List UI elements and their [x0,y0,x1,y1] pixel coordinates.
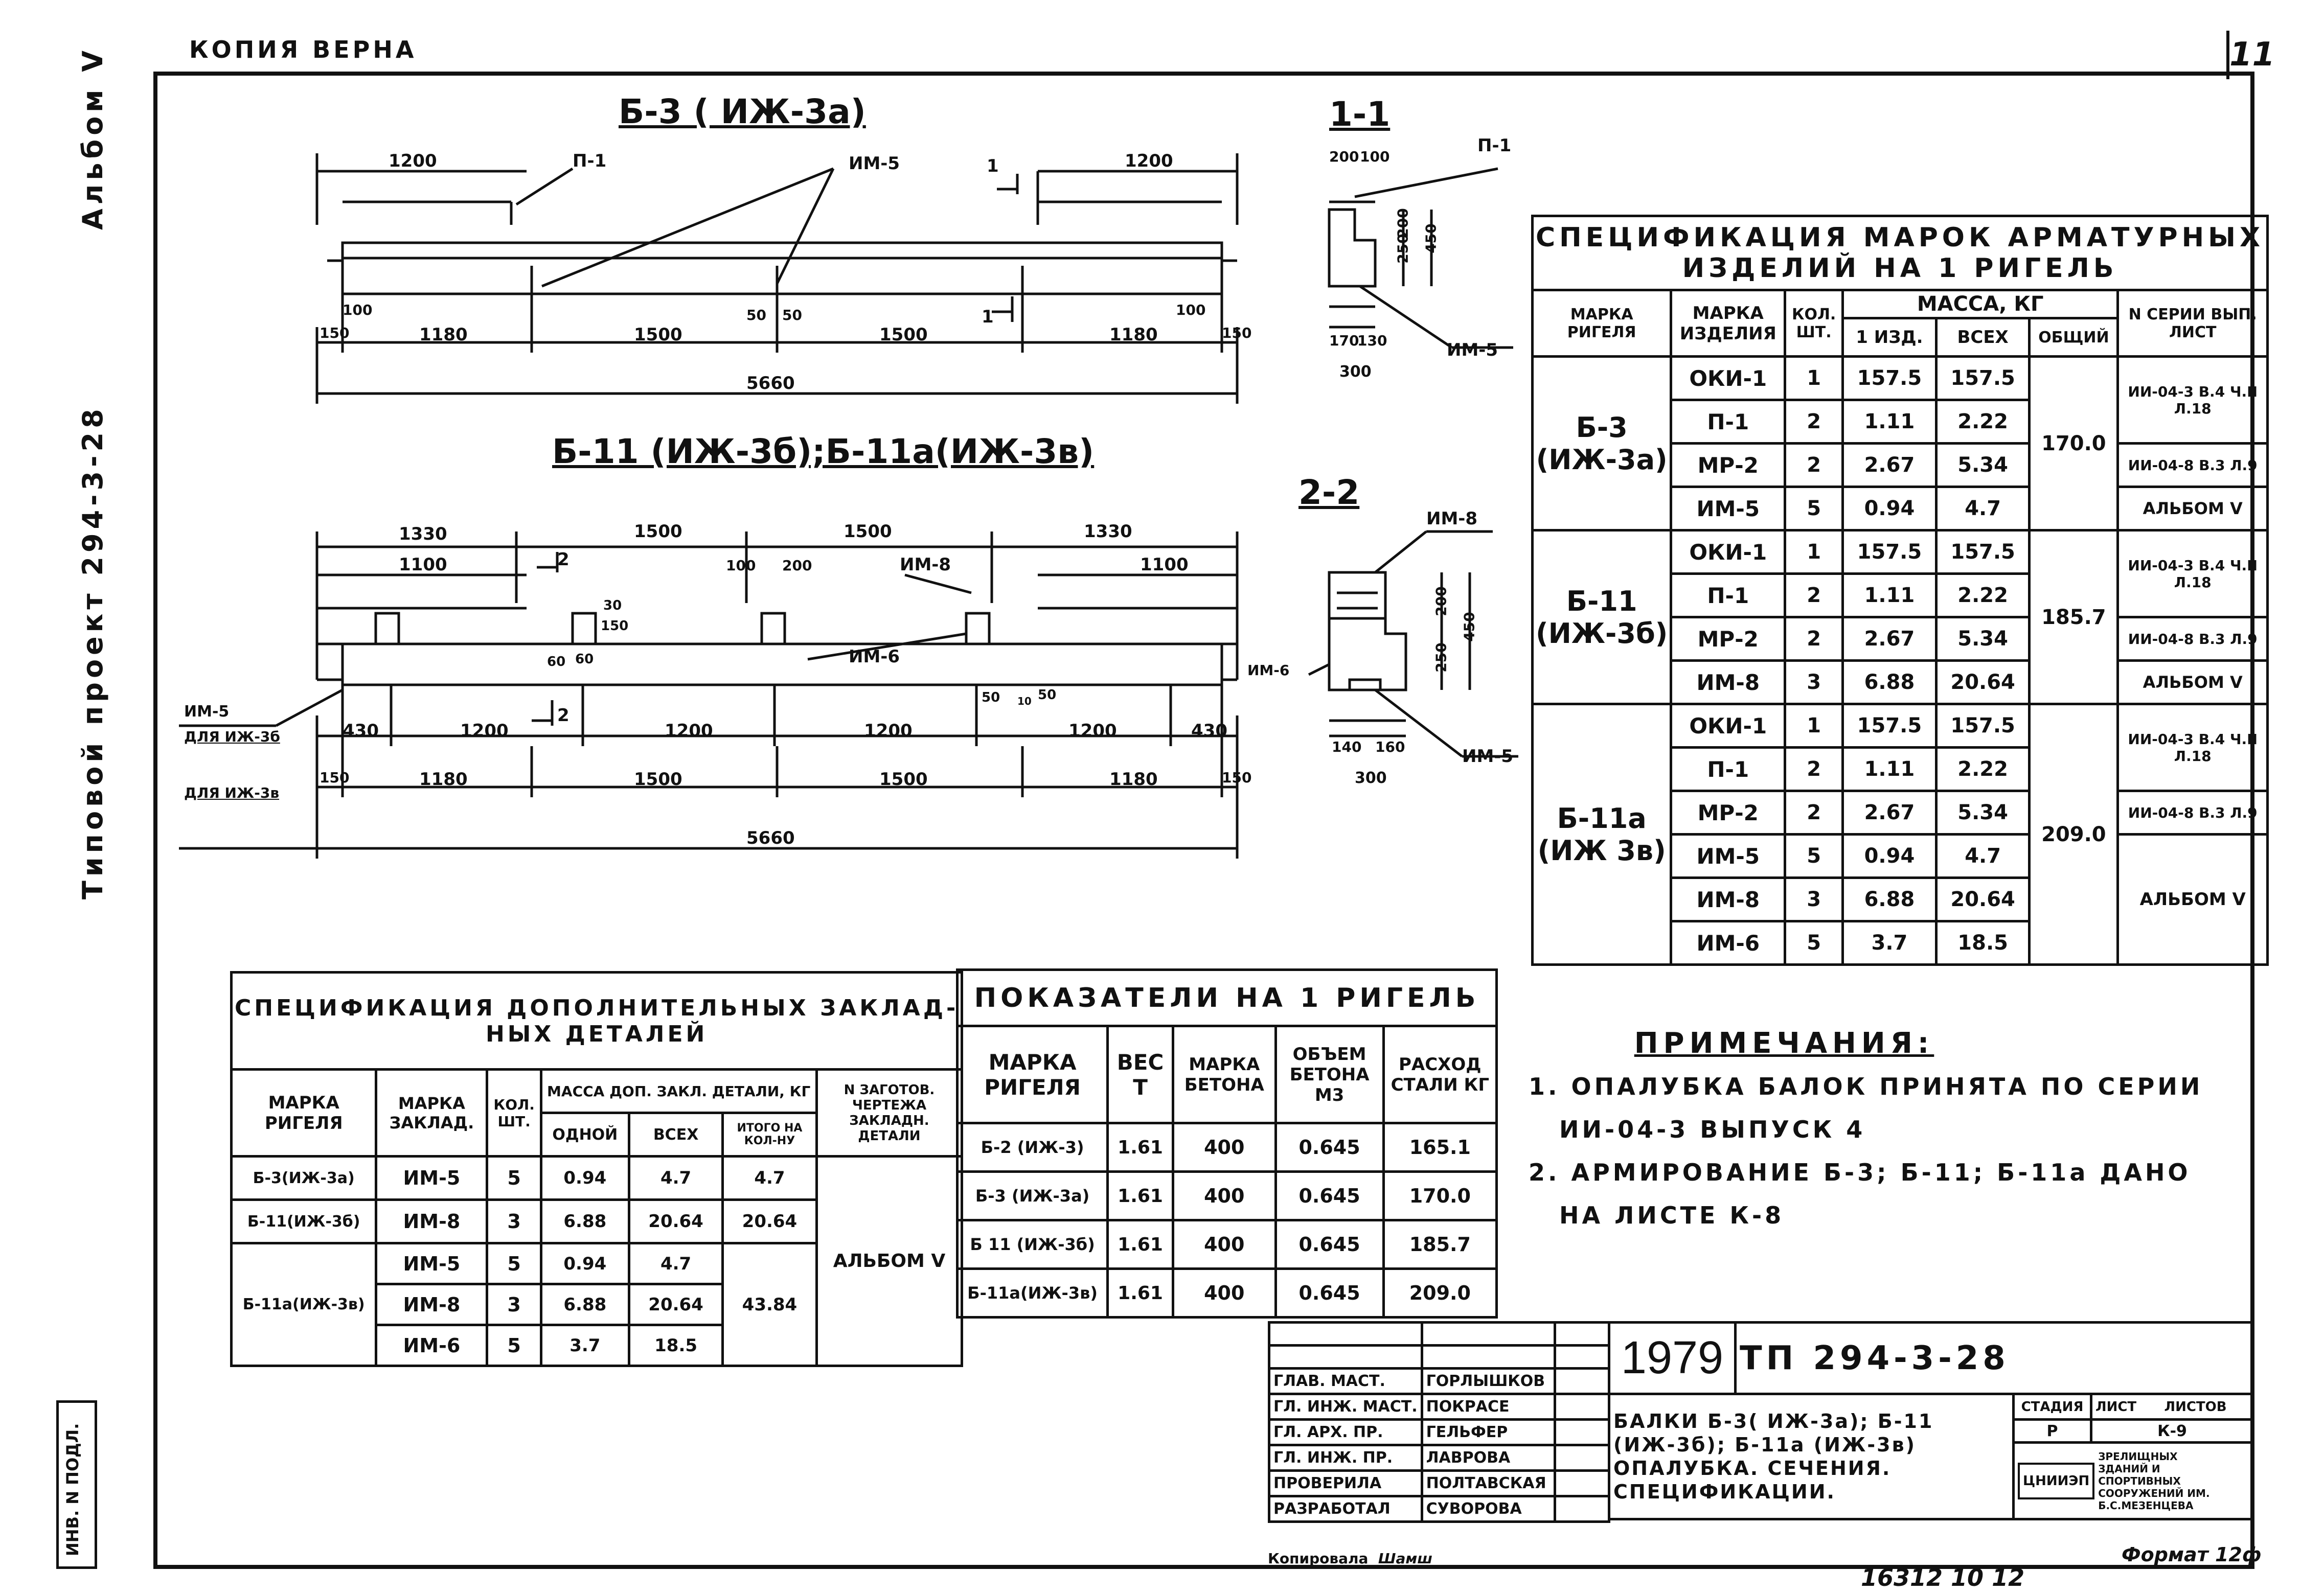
ind-cell: Б-3 (ИЖ-3а) [958,1172,1108,1220]
spec-main-cell: 4.7 [1936,835,2030,878]
stamp-name: ЛАВРОВА [1422,1445,1555,1471]
d2-dim-t4: 1330 [1084,521,1132,542]
d2-dim-m2: 1200 [460,721,509,741]
ind-cell: Б-2 (ИЖ-3) [958,1123,1108,1172]
stamp-role: ГЛ. АРХ. ПР. [1269,1420,1422,1445]
spec-main-h-series: N СЕРИИ ВЫП. ЛИСТ [2118,290,2268,357]
spec-main-cell: 3.7 [1843,921,1936,965]
d1-dim-b5: 1180 [1109,325,1158,345]
spec-main-cell: 3 [1785,661,1843,704]
ind-cell: 0.645 [1275,1269,1383,1318]
signature [1555,1369,1609,1394]
s1-dim-7: 130 [1357,332,1387,349]
ind-h-weight: ВЕС Т [1108,1026,1173,1123]
footer-number: 16312 10 12 [1861,1564,2025,1591]
d1-dim-small-1: 100 [343,302,373,318]
d1-dim-b3: 1500 [634,325,682,345]
spec-add-cell: ИМ-5 [376,1243,487,1284]
note-line: НА ЛИСТЕ К-8 [1559,1202,1785,1229]
d2-dim-b2: 1180 [419,769,468,790]
d1-dim-small-4: 100 [1176,302,1206,318]
spec-main-cell: 2 [1785,444,1843,487]
section-1-1 [1329,169,1513,348]
spec-main-cell: 2.22 [1936,400,2030,444]
spec-additional-table [230,971,963,1367]
d2-label-im8: ИМ-8 [900,555,951,575]
spec-main-h-mass: МАССА, КГ [1843,290,2118,318]
spec-add-h-one: ОДНОЙ [541,1113,629,1157]
spec-main-total: 185.7 [2030,530,2118,704]
s2-dim-1: 200 [1432,586,1450,616]
d2-dim-t2-4: 1100 [1140,555,1189,575]
stamp-name: ГЕЛЬФЕР [1422,1420,1555,1445]
spec-main-cell: 20.64 [1936,878,2030,921]
spec-main-cell: 2.22 [1936,574,2030,617]
spec-main-h-rigel: МАРКА РИГЕЛЯ [1533,290,1671,357]
spec-add-cell: 43.84 [723,1243,816,1366]
ind-cell: 0.645 [1275,1172,1383,1220]
stamp-year: 1979 [1609,1323,1736,1394]
indicators-table [956,968,1498,1319]
d2-dim-s7: 10 [1017,695,1032,707]
spec-main-cell: 1.11 [1843,400,1936,444]
section-2-2 [1309,532,1518,756]
spec-main-cell: ОКИ-1 [1671,530,1785,574]
ind-cell: 1.61 [1108,1220,1173,1269]
spec-main-rigel: Б-11 (ИЖ-3б) [1533,530,1671,704]
d2-dim-t2-2: 100 [726,557,756,574]
d1-cut-label-bottom: 1 [982,307,994,327]
d2-dim-total: 5660 [746,828,795,848]
spec-add-cell: 3 [487,1284,541,1325]
spec-main-rigel: Б-11а (ИЖ 3в) [1533,704,1671,965]
d1-dim-b4: 1500 [879,325,928,345]
spec-add-h-rigel: МАРКА РИГЕЛЯ [232,1070,376,1157]
stamp-role: ГЛАВ. МАСТ. [1269,1369,1422,1394]
d2-dim-b6: 150 [1222,769,1252,786]
ind-cell: Б 11 (ИЖ-3б) [958,1220,1108,1269]
section-2-2-label: 2-2 [1298,473,1360,512]
spec-main-cell: МР-2 [1671,444,1785,487]
spec-add-cell: 18.5 [629,1325,722,1366]
spec-main-cell: 6.88 [1843,661,1936,704]
spec-main-table [1531,215,2269,966]
ind-cell: 400 [1173,1123,1275,1172]
note-line: 2. АРМИРОВАНИЕ Б-3; Б-11; Б-11а ДАНО [1529,1159,2191,1186]
beam-b11-body [343,644,1222,685]
spec-main-total: 209.0 [2030,704,2118,965]
d1-dim-small-2: 50 [746,307,766,324]
spec-main-cell: 5.34 [1936,617,2030,661]
indicators-title: ПОКАЗАТЕЛИ НА 1 РИГЕЛЬ [958,970,1497,1026]
stamp-role: ГЛ. ИНЖ. ПР. [1269,1445,1422,1471]
spec-main-cell: 157.5 [1936,530,2030,574]
s1-dim-6: 170 [1329,332,1359,349]
spec-main-cell: 18.5 [1936,921,2030,965]
spec-add-cell: 4.7 [629,1157,722,1200]
spec-main-h-all: ВСЕХ [1936,318,2030,357]
ind-cell: 1.61 [1108,1123,1173,1172]
ind-h-steel: РАСХОД СТАЛИ КГ [1383,1026,1496,1123]
ind-cell: 0.645 [1275,1123,1383,1172]
d2-dim-s4: 60 [575,652,594,667]
stamp-stage-label: СТАДИЯ [2014,1394,2091,1420]
d1-cut-label-top: 1 [987,156,999,176]
s2-dim-2: 250 [1432,642,1450,673]
stamp-name: ГОРЛЫШКОВ [1422,1369,1555,1394]
beam-b3-body [343,243,1222,294]
d2-label-for3v: ДЛЯ ИЖ-3в [184,784,280,801]
spec-add-cell: 4.7 [723,1157,816,1200]
footer-format: Формат 12ф [2122,1543,2262,1566]
d2-dim-b5: 1180 [1109,769,1158,790]
s2-dim-4: 140 [1332,738,1362,755]
ind-h-mark: МАРКА РИГЕЛЯ [958,1026,1108,1123]
stamp-signatures [1268,1321,1610,1523]
s1-dim-1: 200 [1329,148,1359,165]
s2-label-im6: ИМ-6 [1247,662,1290,679]
d2-dim-t2-3: 200 [782,557,812,574]
ind-cell: 170.0 [1383,1172,1496,1220]
s1-dim-4: 200 [1394,208,1411,238]
d2-dim-m4: 1200 [864,721,913,741]
d2-dim-b4: 1500 [879,769,928,790]
spec-main-cell: 5 [1785,835,1843,878]
section-1-1-label: 1-1 [1329,95,1391,134]
d1-dim-small-3: 50 [782,307,802,324]
spec-main-cell: 5.34 [1936,791,2030,835]
album-side-label: Альбом V [77,46,109,230]
spec-main-cell: 157.5 [1936,357,2030,400]
notes [1529,1022,2203,1237]
stamp-role: РАЗРАБОТАЛ [1269,1496,1422,1522]
project-side-label: Типовой проект 294-3-28 [77,405,109,899]
drawing2-title: Б-11 (ИЖ-3б);Б-11а(ИЖ-3в) [552,432,1095,471]
s2-dim-3: 450 [1461,612,1478,642]
spec-main-h-item: МАРКА ИЗДЕЛИЯ [1671,290,1785,357]
spec-add-drawing-ref: АЛЬБОМ V [816,1157,962,1366]
spec-add-cell: 4.7 [629,1243,722,1284]
d2-label-for3b: ДЛЯ ИЖ-3б [184,728,280,745]
spec-main-cell: 2.67 [1843,791,1936,835]
d1-label-im5: ИМ-5 [849,153,900,174]
signature [1555,1394,1609,1420]
spec-add-h-qty: КОЛ. ШТ. [487,1070,541,1157]
spec-main-cell: П-1 [1671,574,1785,617]
spec-main-cell: 2 [1785,400,1843,444]
d2-dim-s2: 150 [601,618,629,634]
ind-cell: 400 [1173,1269,1275,1318]
stamp-stage: Р [2014,1420,2091,1443]
ind-cell: 1.61 [1108,1269,1173,1318]
ind-cell: 165.1 [1383,1123,1496,1172]
note-line: ИИ-04-3 ВЫПУСК 4 [1559,1116,1866,1143]
spec-main-cell: 157.5 [1843,530,1936,574]
d2-dim-t2-1: 1100 [399,555,447,575]
inventory-label: ИНВ. N ПОДЛ. [63,1423,82,1556]
spec-main-cell: 1 [1785,530,1843,574]
beam-b11-elevation [179,532,1237,859]
stamp-role: ПРОВЕРИЛА [1269,1471,1422,1496]
d2-dim-b1: 150 [320,769,350,786]
spec-add-cell: 20.64 [723,1200,816,1243]
d2-label-im5: ИМ-5 [184,703,230,721]
spec-main-cell: 2 [1785,748,1843,791]
signature [1555,1496,1609,1522]
signature [1555,1420,1609,1445]
d2-dim-t1: 1330 [399,524,447,544]
s1-label-im5: ИМ-5 [1447,340,1498,360]
ind-cell: 0.645 [1275,1220,1383,1269]
d1-dim-b1: 150 [320,325,350,341]
spec-main-cell: 2 [1785,617,1843,661]
spec-main-series: ИИ-04-8 В.3 Л.9 [2118,791,2268,835]
spec-main-cell: 4.7 [1936,487,2030,530]
d2-dim-m3: 1200 [665,721,713,741]
d1-dim-b2: 1180 [419,325,468,345]
spec-main-cell: 1 [1785,357,1843,400]
spec-main-title: СПЕЦИФИКАЦИЯ МАРОК АРМАТУРНЫХ ИЗДЕЛИЙ НА 1 РИГЕЛЬ [1533,216,2268,290]
spec-main-cell: ОКИ-1 [1671,357,1785,400]
signature [1555,1445,1609,1471]
spec-main-total: 170.0 [2030,357,2118,530]
spec-main-cell: ИМ-5 [1671,835,1785,878]
d2-dim-m1: 430 [343,721,379,741]
ind-cell: 185.7 [1383,1220,1496,1269]
spec-main-cell: 1.11 [1843,574,1936,617]
d2-cut-label-top: 2 [557,549,569,570]
spec-add-h-all: ВСЕХ [629,1113,722,1157]
spec-main-cell: 2 [1785,791,1843,835]
spec-main-cell: 2.67 [1843,617,1936,661]
spec-main-h-qty: КОЛ. ШТ. [1785,290,1843,357]
spec-add-cell: 0.94 [541,1157,629,1200]
stamp-code: ТП 294-3-28 [1736,1323,2253,1394]
s1-dim-3: 250 [1394,234,1411,264]
spec-add-cell: 3.7 [541,1325,629,1366]
s1-dim-2: 100 [1360,148,1390,165]
spec-add-cell: ИМ-8 [376,1284,487,1325]
d2-dim-s3: 60 [547,654,566,669]
spec-main-series: ИИ-04-3 В.4 Ч.II Л.18 [2118,357,2268,444]
spec-add-cell: ИМ-8 [376,1200,487,1243]
d2-dim-s5: 50 [982,690,1000,705]
spec-main-cell: 20.64 [1936,661,2030,704]
spec-main-cell: П-1 [1671,748,1785,791]
d2-cut-label-bottom: 2 [557,705,569,726]
title-block [1268,1321,2254,1569]
spec-add-cell: ИМ-5 [376,1157,487,1200]
stamp-name: ПОКРАСЕ [1422,1394,1555,1420]
drawing1-title: Б-3 ( ИЖ-3а) [619,92,866,131]
spec-main-cell: МР-2 [1671,617,1785,661]
spec-add-cell: 20.64 [629,1200,722,1243]
d2-dim-s6: 50 [1038,687,1057,703]
ind-h-concrete: МАРКА БЕТОНА [1173,1026,1275,1123]
spec-main-h-total: ОБЩИЙ [2030,318,2118,357]
spec-main-series: ИИ-04-8 В.3 Л.9 [2118,617,2268,661]
d2-label-im6: ИМ-6 [849,646,900,667]
spec-add-cell: 5 [487,1243,541,1284]
stamp-name: ПОЛТАВСКАЯ [1422,1471,1555,1496]
spec-add-cell: 0.94 [541,1243,629,1284]
spec-main-cell: 157.5 [1936,704,2030,748]
note-line: 1. ОПАЛУБКА БАЛОК ПРИНЯТА ПО СЕРИИ [1529,1073,2203,1100]
copy-note: КОПИЯ ВЕРНА [189,36,417,63]
spec-add-h-itogo: ИТОГО НА КОЛ-НУ [723,1113,816,1157]
spec-main-cell: 5.34 [1936,444,2030,487]
s1-dim-5: 450 [1422,223,1440,253]
d1-dim-top-right: 1200 [1125,151,1173,171]
spec-main-cell: 1.11 [1843,748,1936,791]
spec-add-h-drawing: N ЗАГОТОВ. ЧЕРТЕЖА ЗАКЛАДН. ДЕТАЛИ [816,1070,962,1157]
spec-main-cell: 1 [1785,704,1843,748]
spec-main-cell: 0.94 [1843,487,1936,530]
spec-add-cell: 5 [487,1157,541,1200]
stamp-org: ЦНИИЭП ЗРЕЛИЩНЫХ ЗДАНИЙ И СПОРТИВНЫХ СООРУЖЕНИЙ ИМ. Б.С.МЕЗЕНЦЕВА [2014,1443,2253,1519]
ind-h-volume: ОБЪЕМ БЕТОНА М3 [1275,1026,1383,1123]
spec-main-cell: 157.5 [1843,357,1936,400]
notes-heading: ПРИМЕЧАНИЯ: [1634,1027,1934,1060]
stamp-sheet-labels: ЛИСТ ЛИСТОВ [2091,1394,2253,1420]
stamp-title: БАЛКИ Б-3( ИЖ-3а); Б-11 (ИЖ-3б); Б-11а (ИЖ-3в) ОПАЛУБКА. СЕЧЕНИЯ. СПЕЦИФИКАЦИИ. [1609,1394,2014,1519]
spec-main-series: ИИ-04-3 В.4 Ч.II Л.18 [2118,704,2268,791]
stamp-name: СУВОРОВА [1422,1496,1555,1522]
spec-add-cell: Б-11(ИЖ-3б) [232,1200,376,1243]
spec-add-cell: 3 [487,1200,541,1243]
beam-b3-elevation [317,153,1237,404]
d2-dim-b3: 1500 [634,769,682,790]
spec-add-cell: 6.88 [541,1200,629,1243]
d2-dim-s1: 30 [603,598,622,613]
spec-add-title: СПЕЦИФИКАЦИЯ ДОПОЛНИТЕЛЬНЫХ ЗАКЛАД- НЫХ ДЕТАЛЕЙ [232,973,962,1070]
spec-main-cell: 0.94 [1843,835,1936,878]
spec-main-cell: 5 [1785,921,1843,965]
sheet-number: 11 [2226,31,2268,79]
d1-dim-b6: 150 [1222,325,1252,341]
spec-add-cell: Б-11а(ИЖ-3в) [232,1243,376,1366]
stamp-right [1608,1321,2254,1520]
spec-main-cell: 6.88 [1843,878,1936,921]
s2-label-im8: ИМ-8 [1426,509,1478,529]
ind-cell: 1.61 [1108,1172,1173,1220]
spec-main-cell: ОКИ-1 [1671,704,1785,748]
spec-main-cell: ИМ-8 [1671,878,1785,921]
s1-label-p1: П-1 [1477,135,1512,156]
d1-label-p1: П-1 [573,151,607,171]
d1-dim-total: 5660 [746,373,795,394]
spec-add-cell: 20.64 [629,1284,722,1325]
spec-main-series: АЛЬБОМ V [2118,661,2268,704]
spec-main-series: ИИ-04-8 В.3 Л.9 [2118,444,2268,487]
spec-main-cell: ИМ-5 [1671,487,1785,530]
spec-main-h-one: 1 ИЗД. [1843,318,1936,357]
spec-main-series: АЛЬБОМ V [2118,835,2268,965]
s1-dim-8: 300 [1339,363,1372,381]
spec-main-cell: 2.22 [1936,748,2030,791]
spec-add-cell: 6.88 [541,1284,629,1325]
spec-main-cell: 3 [1785,878,1843,921]
spec-main-cell: 2 [1785,574,1843,617]
stamp-role: ГЛ. ИНЖ. МАСТ. [1269,1394,1422,1420]
spec-add-cell: ИМ-6 [376,1325,487,1366]
spec-main-cell: П-1 [1671,400,1785,444]
s2-label-im5: ИМ-5 [1462,746,1514,767]
s2-dim-5: 160 [1375,738,1405,755]
ind-cell: 400 [1173,1172,1275,1220]
d2-dim-m5: 1200 [1068,721,1117,741]
org-logo: ЦНИИЭП [2018,1463,2094,1499]
spec-add-h-zak: МАРКА ЗАКЛАД. [376,1070,487,1157]
d2-dim-m6: 430 [1191,721,1227,741]
spec-main-cell: 5 [1785,487,1843,530]
spec-main-cell: МР-2 [1671,791,1785,835]
spec-add-cell: Б-3(ИЖ-3а) [232,1157,376,1200]
spec-main-series: ИИ-04-3 В.4 Ч.II Л.18 [2118,530,2268,617]
ind-cell: 400 [1173,1220,1275,1269]
spec-main-cell: 2.67 [1843,444,1936,487]
spec-add-cell: 5 [487,1325,541,1366]
spec-main-cell: ИМ-6 [1671,921,1785,965]
copied-by: Копировала Шамш [1268,1550,1432,1567]
stamp-sheet: К-9 [2091,1420,2253,1443]
spec-main-cell: 157.5 [1843,704,1936,748]
spec-main-series: АЛЬБОМ V [2118,487,2268,530]
d2-dim-t2: 1500 [634,521,682,542]
s2-dim-6: 300 [1355,769,1387,787]
spec-main-cell: ИМ-8 [1671,661,1785,704]
spec-main-rigel: Б-3 (ИЖ-3а) [1533,357,1671,530]
spec-add-h-mass: МАССА ДОП. ЗАКЛ. ДЕТАЛИ, КГ [541,1070,816,1113]
ind-cell: 209.0 [1383,1269,1496,1318]
ind-cell: Б-11а(ИЖ-3в) [958,1269,1108,1318]
d1-dim-top-left: 1200 [389,151,437,171]
signature [1555,1471,1609,1496]
d2-dim-t3: 1500 [844,521,892,542]
